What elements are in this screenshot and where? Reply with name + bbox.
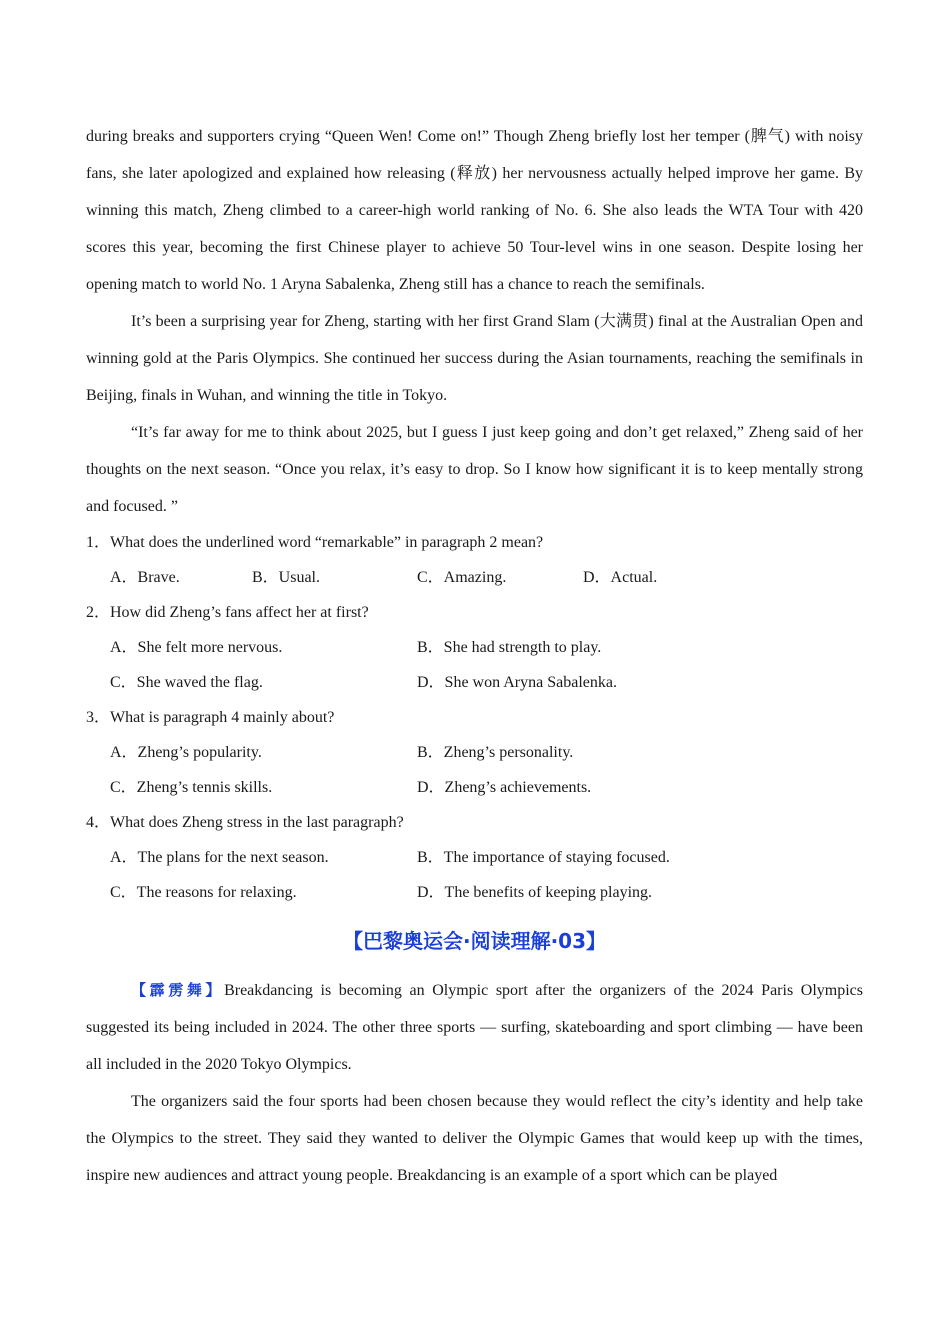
option-a: A．Brave.	[110, 569, 180, 586]
section-paragraph-1	[86, 972, 863, 1083]
topic-tag: 【霹雳舞】	[131, 981, 225, 999]
option-d: D．Zheng’s achievements.	[417, 779, 592, 796]
option-b: B．Zheng’s personality.	[417, 744, 574, 761]
option-c: C．She waved the flag.	[110, 674, 263, 691]
option-b: B．Usual.	[252, 569, 321, 586]
question-1-stem: 1．What does the underlined word “remarkable” in paragraph 2 mean?	[86, 534, 544, 551]
option-a: A．Zheng’s popularity.	[110, 744, 262, 761]
option-d: D．Actual.	[583, 569, 658, 586]
question-2-options-row-1	[86, 630, 863, 665]
question-3-stem: 3．What is paragraph 4 mainly about?	[86, 709, 335, 726]
option-c: C．Amazing.	[417, 569, 507, 586]
option-d: D．She won Aryna Sabalenka.	[417, 674, 617, 691]
option-c: C．The reasons for relaxing.	[110, 884, 297, 901]
question-2-options-row-2	[86, 665, 863, 700]
passage-paragraph-5: “It’s far away for me to think about 2025, but I guess I just keep going and don’t get relaxed,” Zheng said of her thoughts on the next season. “Once you relax, it’s easy to drop. So I know how significant it is to keep mentally strong and focused. ”	[86, 424, 863, 515]
question-3-options-row-1	[86, 735, 863, 770]
document-page	[86, 118, 863, 1194]
question-1-options	[86, 560, 863, 595]
question-4-options-row-2	[86, 875, 863, 910]
section-heading: 【巴黎奥运会·阅读理解·03】	[342, 929, 607, 953]
section-paragraph-1-text: Breakdancing is becoming an Olympic sport after the organizers of the 2024 Paris Olympics suggested its being included in 2024. The other three sports — surfing, skateboarding and sport climbing — have been all included in the 2020 Tokyo Olympics.	[86, 982, 863, 1073]
option-d: D．The benefits of keeping playing.	[417, 884, 653, 901]
section-paragraph-2: The organizers said the four sports had been chosen because they would reflect the city’s identity and help take the Olympics to the street. They said they wanted to deliver the Olympic Games that would keep up with the times, inspire new audiences and attract young people. Breakdancing is an example of a sport which can be played	[86, 1093, 863, 1184]
option-b: B．The importance of staying focused.	[417, 849, 670, 866]
option-a: A．The plans for the next season.	[110, 849, 329, 866]
question-2-stem: 2．How did Zheng’s fans affect her at first?	[86, 604, 369, 621]
question-4-options-row-1	[86, 840, 863, 875]
question-4-stem: 4．What does Zheng stress in the last paragraph?	[86, 814, 404, 831]
question-3-options-row-2	[86, 770, 863, 805]
passage-paragraph-4: It’s been a surprising year for Zheng, starting with her first Grand Slam (大满贯) final at the Australian Open and winning gold at the Paris Olympics. She continued her success during the Asian tournaments, reaching the semifinals in Beijing, finals in Wuhan, and winning the title in Tokyo.	[86, 313, 863, 404]
option-a: A．She felt more nervous.	[110, 639, 283, 656]
option-b: B．She had strength to play.	[417, 639, 602, 656]
option-c: C．Zheng’s tennis skills.	[110, 779, 273, 796]
passage-paragraph-continued: during breaks and supporters crying “Queen Wen! Come on!” Though Zheng briefly lost her temper (脾气) with noisy fans, she later apologized and explained how releasing (释放) her nervousness actually helped improve her game. By winning this match, Zheng climbed to a career-high world ranking of No. 6. She also leads the WTA Tour with 420 scores this year, becoming the first Chinese player to achieve 50 Tour-level wins in one season. Despite losing her opening match to world No. 1 Aryna Sabalenka, Zheng still has a chance to reach the semifinals.	[86, 128, 863, 293]
